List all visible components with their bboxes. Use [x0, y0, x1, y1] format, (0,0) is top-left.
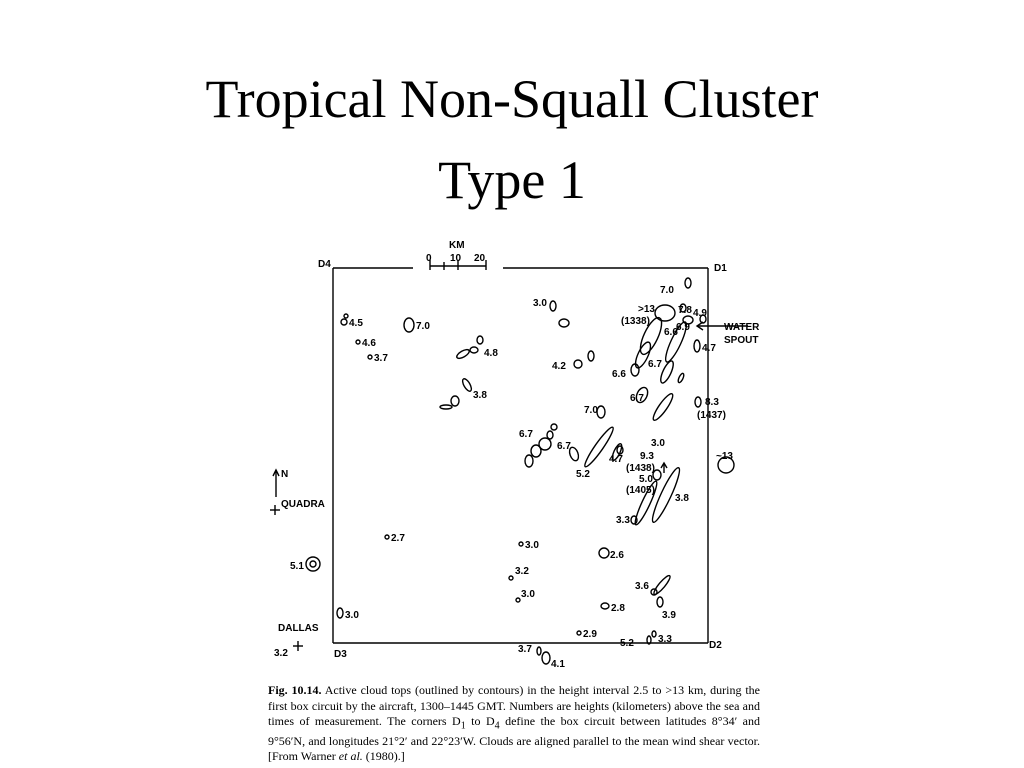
corner-d4-label: D4: [318, 259, 331, 270]
height-label: 3.8: [473, 390, 487, 401]
north-arrow: [273, 470, 279, 497]
north-label: N: [281, 469, 289, 480]
height-label: 3.3: [616, 515, 630, 526]
dallas-label: DALLAS: [278, 623, 319, 634]
cloud: [677, 373, 685, 384]
height-label: 8.3: [705, 397, 719, 408]
scale-unit: KM: [449, 240, 465, 251]
height-label: 3.0: [651, 438, 665, 449]
height-label: 4.6: [362, 338, 376, 349]
height-label: (1405): [626, 485, 655, 496]
waterspout-label-1: WATER: [724, 322, 760, 333]
caption-fig-label: Fig. 10.14.: [268, 683, 322, 697]
scale-tick-10: 10: [450, 253, 462, 264]
height-label: 3.3: [658, 634, 672, 645]
height-label: 5.2: [620, 638, 634, 649]
height-label: 3.0: [533, 298, 547, 309]
height-label: 3.0: [525, 540, 539, 551]
cloud: [310, 561, 316, 567]
height-label: (1338): [621, 316, 650, 327]
height-label: 7.0: [660, 285, 674, 296]
cloud: [516, 598, 520, 602]
height-label: 4.7: [702, 343, 716, 354]
cloud: [509, 576, 513, 580]
cloud: [599, 548, 609, 558]
cloud: [440, 405, 452, 409]
cloud: [694, 340, 700, 352]
height-label: 6.6: [612, 369, 626, 380]
height-label: 5.0: [639, 474, 653, 485]
cloud: [559, 319, 569, 327]
caption-text-4: (1980).]: [362, 749, 405, 764]
height-label: 3.8: [675, 493, 689, 504]
cloud: [574, 360, 582, 368]
height-label: 2.9: [583, 629, 597, 640]
cloud: [356, 340, 360, 344]
cloud: [537, 647, 541, 655]
cloud: [651, 392, 676, 423]
corner-d2-label: D2: [709, 640, 722, 651]
height-label: 7.0: [416, 321, 430, 332]
height-label: 4.9: [693, 308, 707, 319]
scale-tick-0: 0: [426, 253, 432, 264]
height-label: 3.7: [518, 644, 532, 655]
cloud: [657, 597, 663, 607]
height-label: 6.6: [664, 327, 678, 338]
height-label: >13: [638, 304, 655, 315]
height-label: 4.8: [484, 348, 498, 359]
height-label: 7.0: [584, 405, 598, 416]
height-label: 2.8: [611, 603, 625, 614]
corner-d3-label: D3: [334, 649, 347, 660]
height-label: 6.7: [557, 441, 571, 452]
caption-text-2: to D: [465, 714, 495, 728]
cloud: [531, 445, 541, 457]
caption-et-al: et al.: [338, 749, 363, 764]
cloud: [451, 396, 459, 406]
height-label: 3.2: [515, 566, 529, 577]
height-label: 7.8: [678, 305, 692, 316]
cloud: [525, 455, 533, 467]
cloud: [655, 305, 675, 321]
height-label: 4.2: [552, 361, 566, 372]
height-label: 4.1: [551, 659, 565, 670]
cloud: [477, 336, 483, 344]
caption-sub-4: 4: [494, 720, 500, 732]
cloud: [550, 301, 556, 311]
height-label: 3.6: [635, 581, 649, 592]
cloud: [385, 535, 389, 539]
height-label: 6.9: [676, 322, 690, 333]
cloud: [337, 608, 343, 618]
height-label: 5.2: [576, 469, 590, 480]
cloud: [588, 351, 594, 361]
cloud: [341, 319, 347, 325]
cloud: [652, 574, 672, 596]
height-label: (1437): [697, 410, 726, 421]
dallas-value: 3.2: [274, 648, 288, 659]
height-label: 2.6: [610, 550, 624, 561]
cloud: [470, 347, 478, 353]
cloud: [404, 318, 414, 332]
waterspout-label-2: SPOUT: [724, 335, 759, 346]
cloud: [368, 355, 372, 359]
height-label: 9.3: [640, 451, 654, 462]
cloud: [577, 631, 581, 635]
scale-tick-20: 20: [474, 253, 486, 264]
cloud: [597, 406, 605, 418]
cloud: [542, 652, 550, 664]
caption-text-1: Active cloud tops (outlined by contours) in the height interval 2.5 to >13 km, during the first box circuit by the aircraft, 1300–1445 GMT. Numbers are heights (kilometers) above the sea and times of measurement. The corners D: [268, 683, 760, 728]
cloud: [547, 431, 553, 439]
caption-text-3: define the box circuit between latitudes 8°34′ and 9°56′N, and longitudes 21°2′ and 22°23′W. Clouds are aligned parallel to the mean wind shear vector. [From Warner: [268, 714, 761, 764]
caption-sub-1: 1: [460, 720, 466, 732]
figure-caption: [268, 683, 760, 765]
height-label: 3.0: [345, 610, 359, 621]
cloud: [306, 557, 320, 571]
slide-title-line1: Tropical Non-Squall Cluster: [205, 69, 819, 129]
height-label: (1438): [626, 463, 655, 474]
height-label: 6.7: [519, 429, 533, 440]
cloud: [601, 603, 609, 609]
height-label: 3.0: [521, 589, 535, 600]
height-label: 4.7: [609, 454, 623, 465]
cloud: [519, 542, 523, 546]
cloud: [551, 424, 557, 430]
height-label: 4.5: [349, 318, 363, 329]
cloud: [652, 631, 656, 637]
height-label: 5.1: [290, 561, 304, 572]
slide-title-line2: Type 1: [438, 150, 586, 210]
measurement-arrow: [661, 463, 667, 473]
height-label: 3.9: [662, 610, 676, 621]
cloud: [631, 364, 639, 376]
cloud: [344, 314, 348, 318]
height-label: ~13: [716, 451, 733, 462]
height-label: 3.7: [374, 353, 388, 364]
height-label: 6.7: [648, 359, 662, 370]
cloud: [461, 377, 473, 392]
cloud: [455, 348, 470, 360]
cloud: [695, 397, 701, 407]
corner-d1-label: D1: [714, 263, 727, 274]
height-label: 6.7: [630, 393, 644, 404]
quadra-label: QUADRA: [281, 499, 325, 510]
height-label: 2.7: [391, 533, 405, 544]
cloud: [685, 278, 691, 288]
